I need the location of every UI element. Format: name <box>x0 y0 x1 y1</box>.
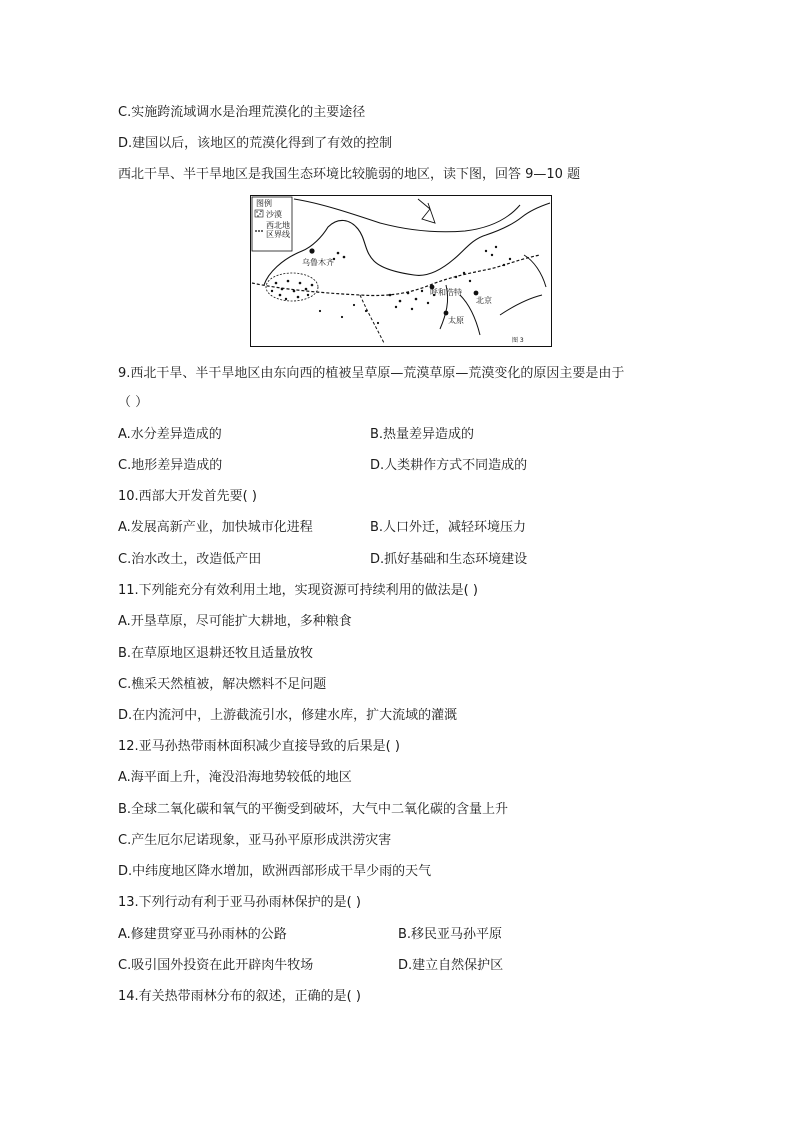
urumqi-label: 乌鲁木齐 <box>302 258 334 267</box>
q13-option-d: D.建立自然保护区 <box>398 958 504 973</box>
q12-option-a: A.海平面上升，淹没沿海地势较低的地区 <box>118 770 352 785</box>
line-d: D.建国以后，该地区的荒漠化得到了有效的控制 <box>118 136 393 151</box>
line-c: C.实施跨流域调水是治理荒漠化的主要途径 <box>118 105 366 120</box>
q13-option-a: A.修建贯穿亚马孙雨林的公路 <box>118 927 287 942</box>
q9-option-b: B.热量差异造成的 <box>370 427 475 442</box>
northwest-map <box>250 195 552 347</box>
q10-option-b: B.人口外迁，减轻环境压力 <box>370 520 527 535</box>
q12-stem: 12.亚马孙热带雨林面积减少直接导致的后果是( ) <box>118 739 400 754</box>
q12-option-b: B.全球二氧化碳和氧气的平衡受到破坏，大气中二氧化碳的含量上升 <box>118 802 509 817</box>
q14-stem: 14.有关热带雨林分布的叙述，正确的是( ) <box>118 989 361 1004</box>
legend-title: 图例 <box>256 199 272 208</box>
beijing-label: 北京 <box>476 296 492 305</box>
q13-stem: 13.下列行动有利于亚马孙雨林保护的是( ) <box>118 895 361 910</box>
q11-option-a: A.开垦草原，尽可能扩大耕地，多种粮食 <box>118 614 352 629</box>
taiyuan-marker <box>444 311 449 316</box>
hohhot-label: 呼和浩特 <box>430 288 462 297</box>
q10-option-c: C.治水改土，改造低产田 <box>118 552 262 567</box>
q10-option-a: A.发展高新产业，加快城市化进程 <box>118 520 313 535</box>
q9-option-d: D.人类耕作方式不同造成的 <box>370 458 528 473</box>
q11-stem: 11.下列能充分有效利用土地，实现资源可持续利用的做法是( ) <box>118 583 478 598</box>
intro-line: 西北干旱、半干旱地区是我国生态环境比较脆弱的地区，读下图，回答 9—10 题 <box>118 167 581 182</box>
q9-option-c: C.地形差异造成的 <box>118 458 223 473</box>
q9-paren: （ ） <box>118 395 149 410</box>
q11-option-c: C.樵采天然植被，解决燃料不足问题 <box>118 677 327 692</box>
urumqi-marker <box>309 248 314 253</box>
q12-option-d: D.中纬度地区降水增加，欧洲西部形成干旱少雨的天气 <box>118 864 432 879</box>
beijing-marker <box>474 291 479 296</box>
q13-option-c: C.吸引国外投资在此开辟肉牛牧场 <box>118 958 314 973</box>
q11-option-b: B.在草原地区退耕还牧且适量放牧 <box>118 646 314 661</box>
q10-option-d: D.抓好基础和生态环境建设 <box>370 552 528 567</box>
q9-option-a: A.水分差异造成的 <box>118 427 222 442</box>
legend-border-label-2: 区界线 <box>266 230 290 239</box>
q9-stem: 9.西北干旱、半干旱地区由东向西的植被呈草原—荒漠草原—荒漠变化的原因主要是由于 <box>118 366 625 381</box>
q13-option-b: B.移民亚马孙平原 <box>398 927 503 942</box>
legend-border-label-1: 西北地 <box>266 221 290 230</box>
desert-swatch <box>255 210 263 217</box>
q10-stem: 10.西部大开发首先要( ) <box>118 489 257 504</box>
map-corner-label: 图 3 <box>512 337 524 344</box>
taiyuan-label: 太原 <box>448 316 464 325</box>
q12-option-c: C.产生厄尔尼诺现象，亚马孙平原形成洪涝灾害 <box>118 833 392 848</box>
q11-option-d: D.在内流河中，上游截流引水，修建水库，扩大流域的灌溉 <box>118 708 458 723</box>
legend-desert-label: 沙漠 <box>266 210 282 219</box>
